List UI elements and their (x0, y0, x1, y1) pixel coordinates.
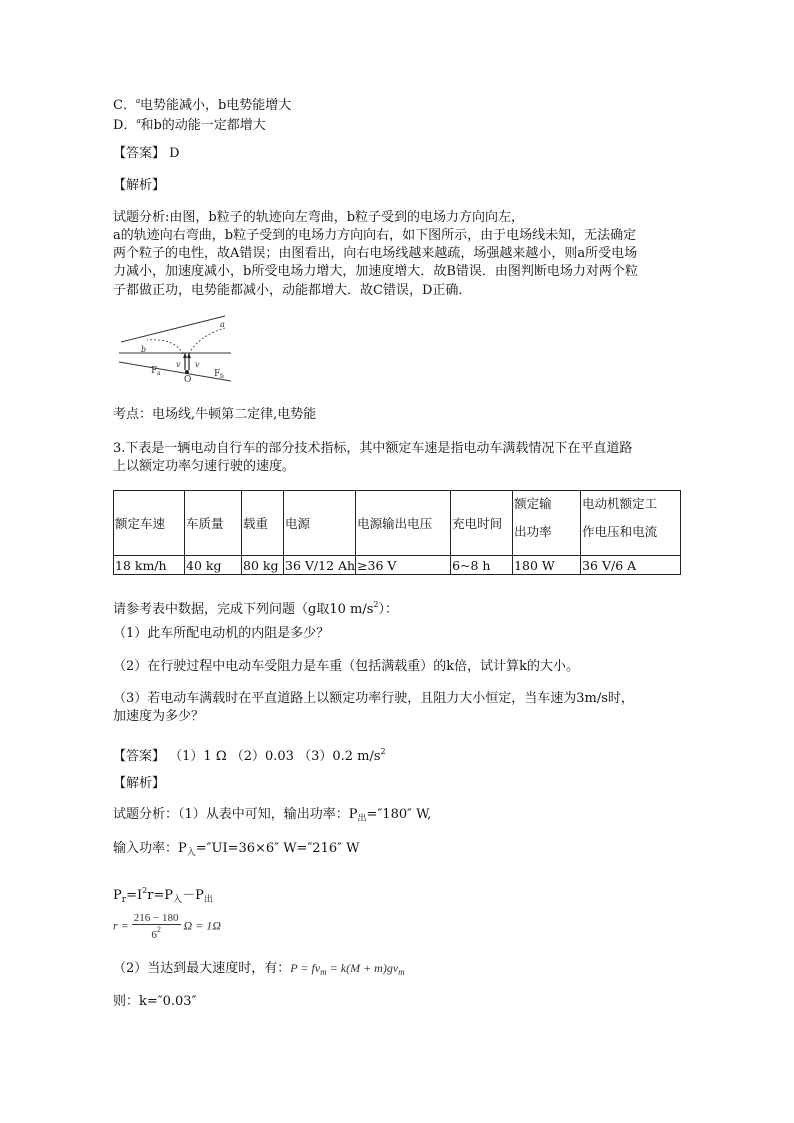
formula-p-mid: = k(M + m)gv (326, 961, 399, 975)
option-d (113, 112, 266, 135)
q3-sub1: （1）此车所配电动机的内阻是多少？ (113, 626, 330, 641)
formula-r-lhs: r = (113, 918, 129, 933)
q3-analysis-max-speed (113, 959, 405, 981)
spec-table-header-row (114, 491, 681, 556)
figure-label-v: v (176, 360, 181, 369)
an3-out: 出 (203, 895, 213, 905)
formula-p-a: P = fv (290, 961, 321, 975)
an2-post: =″UI=36×6″ W=″216″ W (195, 841, 360, 856)
q2-answer-label: 【答案】 (113, 146, 166, 161)
an1-post: =″180″ W, (366, 807, 432, 822)
q3-answer (113, 743, 386, 766)
formula-r (113, 912, 221, 941)
q2-kaodian: 考点：电场线,牛顿第二定律,电势能 (113, 407, 317, 422)
q3-stem-line: 上以额定功率匀速行驶的速度。 (113, 459, 296, 474)
table-cell: 36 V/6 A (581, 556, 681, 575)
q2-analysis-line: a的轨迹向右弯曲，b粒子受到的电场力方向向右，如下图所示，由于电场线未知，无法确定 (113, 228, 637, 243)
q3-answer-text: （1）1 Ω （2）0.03 （3）0.2 m/s (169, 749, 381, 764)
q2-answer-value: D (169, 146, 180, 161)
formula-r-den (132, 925, 181, 941)
q3-analysis-k: 则：k=″0.03″ (113, 994, 197, 1009)
an3-rr: r=P (147, 888, 174, 903)
table-cell: 6~8 h (451, 556, 513, 575)
q3-prompt-pre: 请参考表中数据，完成下列问题（g取10 m/s (113, 602, 374, 617)
q2-answer (113, 145, 180, 163)
q3-sub3-line: （3）若电动车满载时在平直道路上以额定功率行驶，且阻力大小恒定，当车速为3m/s时， (113, 691, 634, 706)
q3-analysis-input-power (113, 840, 359, 862)
table-header-cell-line: 额定输 (514, 496, 552, 511)
figure-label-fb: F (214, 369, 221, 379)
an3-eq: =I (126, 888, 143, 903)
q3-analysis-label: 【解析】 (113, 776, 166, 791)
table-header-cell: 车质量 (185, 491, 242, 556)
formula-p (290, 961, 404, 975)
spec-table (113, 490, 681, 575)
q3-prompt (113, 596, 398, 619)
q3-stem-line: 3.下表是一辆电动自行车的部分技术指标，其中额定车速是指电动车满载情况下在平直道路 (113, 441, 633, 456)
figure-label-a: a (220, 320, 225, 329)
figure-label-fa: F (151, 366, 158, 376)
q2-analysis-label: 【解析】 (113, 178, 166, 193)
an1-sub: 出 (357, 814, 367, 824)
figure-label-o: O (184, 375, 192, 384)
an4-pre: （2）当达到最大速度时，有： (113, 961, 291, 976)
an2-pre: 输入功率：P (113, 841, 187, 856)
an3-minus: －P (182, 888, 204, 903)
table-header-cell: 载重 (242, 491, 284, 556)
table-cell: 40 kg (185, 556, 242, 575)
formula-r-den-base: 6 (151, 929, 157, 941)
q3-analysis-output-power (113, 806, 431, 828)
q2-analysis-line: 两个粒子的电性，故A错误；由图看出，向右电场线越来越疏，场强越来越小，则a所受电场 (113, 246, 638, 261)
table-header-cell: 额定车速 (114, 491, 185, 556)
q3-sub2: （2）在行驶过程中电动车受阻力是车重（包括满载重）的k倍，试计算k的大小。 (113, 659, 580, 674)
table-header-cell: 充电时间 (451, 491, 513, 556)
option-c-label: C． (113, 98, 136, 113)
option-d-label: D． (113, 118, 137, 133)
option-c-text: 电势能减小，b电势能增大 (139, 98, 292, 113)
spec-table-value-row (114, 556, 681, 575)
an3-p: P (113, 888, 122, 903)
table-cell: 180 W (513, 556, 581, 575)
formula-r-fraction (132, 912, 181, 941)
table-cell: 36 V/12 Ah (285, 557, 356, 573)
q3-prompt-post: ）： (378, 602, 398, 617)
figure-label-fb-sub: b (220, 373, 224, 380)
formula-p-sub2: m (398, 967, 405, 977)
table-cell: 80 kg (242, 556, 284, 575)
an3-in: 入 (173, 895, 183, 905)
option-d-var: a (136, 116, 141, 125)
figure-label-v: v (195, 360, 200, 369)
an1-pre: 试题分析：（1）从表中可知，输出功率：P (113, 807, 358, 822)
q3-answer-label: 【答案】 (113, 749, 166, 764)
table-header-cell-line: 出功率 (514, 524, 552, 539)
figure-label-fa-sub: a (157, 370, 161, 377)
table-header-cell (513, 491, 581, 556)
q2-analysis-line: 力减小，加速度减小，b所受电场力增大，加速度增大．故B错误．由图判断电场力对两个粒 (113, 264, 638, 279)
option-c-var: a (135, 96, 140, 105)
q3-analysis-power-balance (113, 882, 213, 909)
q2-analysis-line: 子都做正功，电势能都减小，动能都增大．故C错误，D正确． (113, 283, 472, 298)
an3-sq: 2 (142, 886, 148, 895)
q3-prompt-sup: 2 (373, 600, 379, 609)
formula-r-den-sup: 2 (156, 925, 161, 934)
table-cell: 18 km/h (114, 556, 185, 575)
figure-label-b: b (141, 345, 147, 354)
q2-analysis-line: 试题分析:由图，b粒子的轨迹向左弯曲，b粒子受到的电场力方向向左， (113, 210, 525, 225)
table-header-cell (581, 491, 681, 556)
table-header-cell: 电源输出电压 (356, 491, 451, 556)
formula-p-sub: m (320, 967, 327, 977)
an3-r: r (121, 895, 127, 905)
formula-r-num: 216 − 180 (133, 912, 179, 924)
q3-answer-sup: 2 (380, 747, 386, 756)
table-header-cell-line: 电动机额定工 (582, 496, 658, 511)
formula-r-rhs: Ω = 1Ω (183, 918, 221, 933)
option-d-text: 和b的动能一定都增大 (140, 118, 266, 133)
table-header-cell-line: 作电压和电流 (582, 524, 658, 539)
table-header-cell: 电源 (284, 491, 356, 556)
an2-sub: 入 (186, 848, 196, 858)
q3-sub3-line: 加速度为多少？ (113, 709, 205, 724)
table-cell: ≥36 V (356, 556, 451, 575)
field-line-figure (113, 312, 238, 384)
